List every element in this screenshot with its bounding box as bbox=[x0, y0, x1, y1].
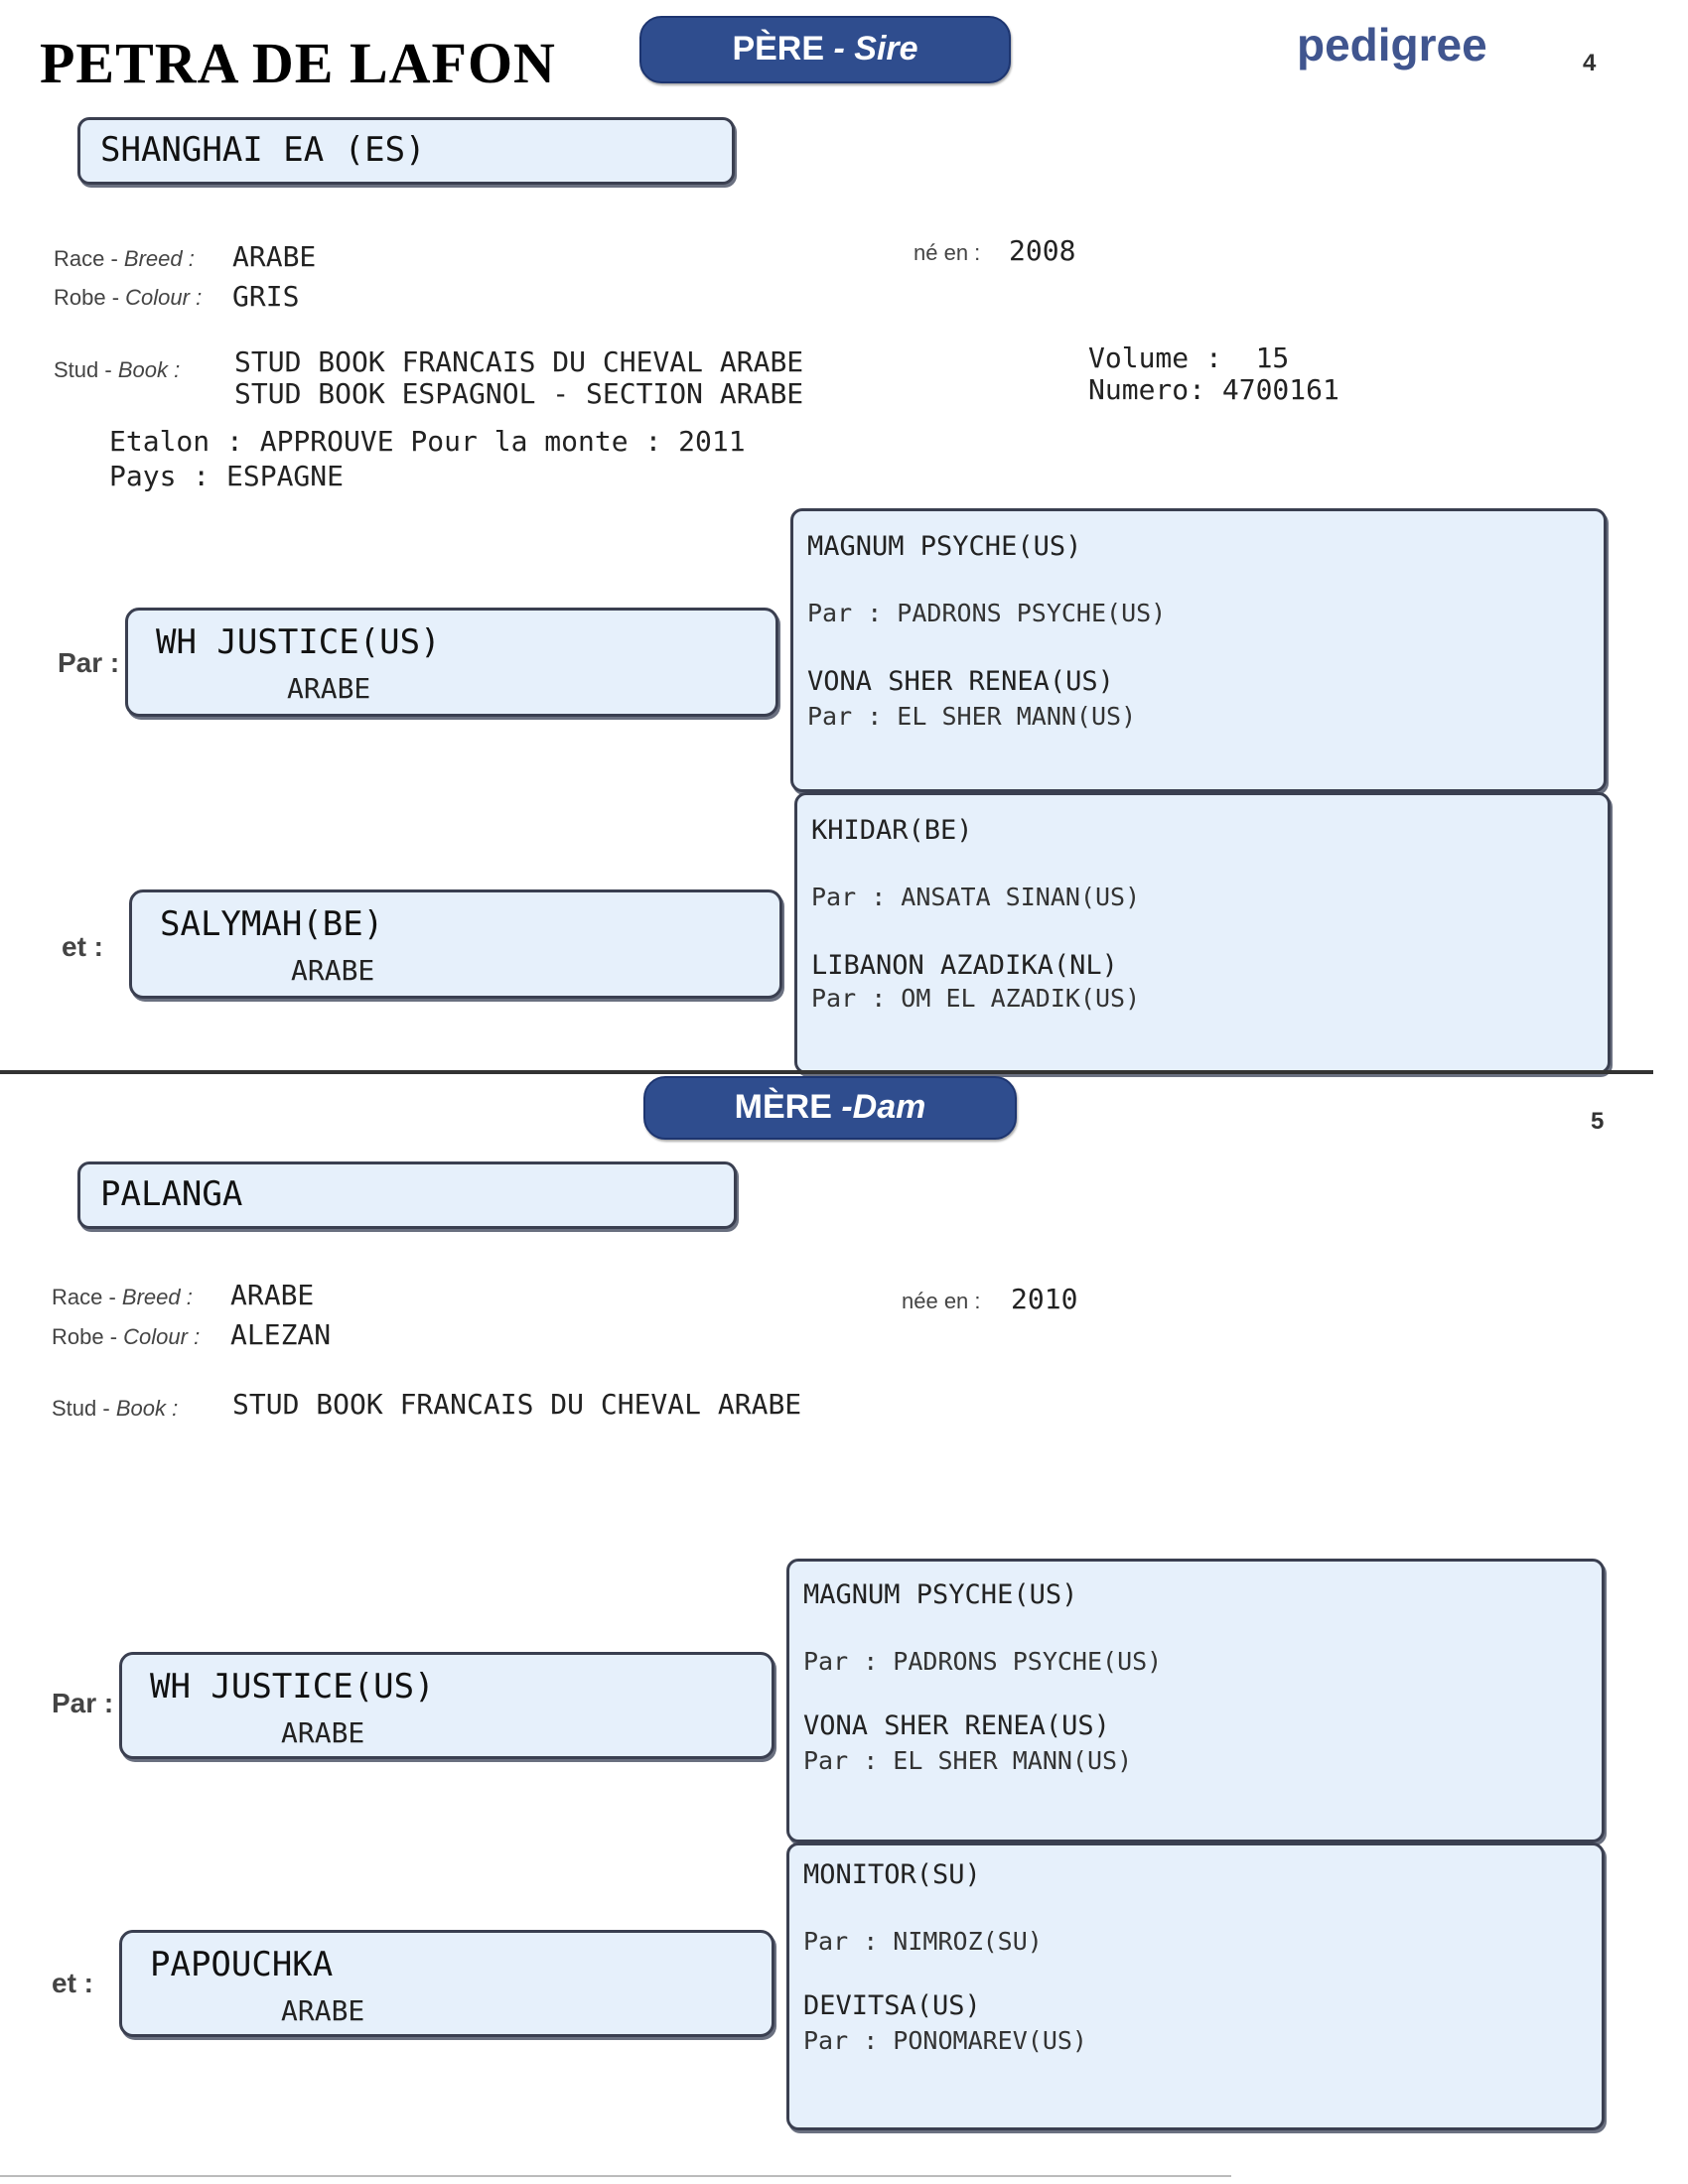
gp-sire-name: MAGNUM PSYCHE(US) bbox=[807, 531, 1082, 562]
section-pill-dam bbox=[643, 1076, 1017, 1140]
section-pill-label: PÈRE bbox=[732, 30, 825, 68]
sire-stud-line2: STUD BOOK ESPAGNOL - SECTION ARABE bbox=[234, 377, 804, 410]
dam-father-grandparents-box bbox=[786, 1559, 1605, 1843]
gp-sire-name: MONITOR(SU) bbox=[803, 1859, 981, 1890]
sire-breed: ARABE bbox=[232, 240, 317, 273]
pedigree-heading: pedigree bbox=[1297, 19, 1487, 70]
dam-breed-label: Race - Breed : bbox=[52, 1285, 193, 1309]
sire-stud-label: Stud - Book : bbox=[54, 357, 181, 382]
dam-stud-line1: STUD BOOK FRANCAIS DU CHEVAL ARABE bbox=[232, 1388, 802, 1421]
page-divider bbox=[0, 1070, 1653, 1074]
sire-numero: Numero: 4700161 bbox=[1088, 373, 1339, 406]
dam-breed: ARABE bbox=[230, 1279, 315, 1311]
sire-mother-breed: ARABE bbox=[291, 954, 375, 987]
sire-father-name: WH JUSTICE(US) bbox=[156, 622, 441, 662]
dam-father-breed: ARABE bbox=[281, 1716, 365, 1749]
sire-name: SHANGHAI EA (ES) bbox=[100, 130, 426, 170]
dam-mother-breed: ARABE bbox=[281, 1994, 365, 2027]
dam-par-label: Par : bbox=[52, 1688, 114, 1718]
section-pill-label: MÈRE bbox=[734, 1088, 832, 1126]
page-number: 4 bbox=[1583, 50, 1597, 76]
sire-etalon: Etalon : APPROUVE Pour la monte : 2011 bbox=[109, 425, 746, 458]
gp-sire-name: KHIDAR(BE) bbox=[811, 815, 973, 846]
gp-dam-par: Par : OM EL AZADIK(US) bbox=[811, 984, 1141, 1013]
dam-mother-box bbox=[119, 1930, 774, 2037]
sire-colour: GRIS bbox=[232, 280, 300, 313]
bottom-scan-edge bbox=[0, 2175, 1231, 2177]
sire-volume: Volume : 15 bbox=[1088, 341, 1290, 374]
dam-colour-label: Robe - Colour : bbox=[52, 1324, 201, 1349]
gp-dam-name: DEVITSA(US) bbox=[803, 1990, 981, 2021]
dam-born-label: née en : bbox=[902, 1289, 981, 1313]
dam-mother-grandparents-box bbox=[786, 1843, 1605, 2130]
sire-name-box bbox=[77, 117, 735, 185]
sire-father-box bbox=[125, 608, 778, 717]
gp-dam-par: Par : EL SHER MANN(US) bbox=[807, 702, 1137, 731]
sire-par-label: Par : bbox=[58, 647, 120, 678]
dam-born: 2010 bbox=[1011, 1283, 1078, 1315]
dam-name: PALANGA bbox=[100, 1174, 243, 1214]
dam-mother-name: PAPOUCHKA bbox=[150, 1945, 334, 1984]
sire-breed-label: Race - Breed : bbox=[54, 246, 195, 271]
sire-et-label: et : bbox=[62, 931, 103, 962]
sire-colour-label: Robe - Colour : bbox=[54, 285, 203, 310]
sire-father-grandparents-box bbox=[790, 508, 1607, 792]
gp-dam-name: LIBANON AZADIKA(NL) bbox=[811, 950, 1118, 981]
gp-sire-par: Par : NIMROZ(SU) bbox=[803, 1927, 1043, 1956]
gp-sire-par: Par : PADRONS PSYCHE(US) bbox=[803, 1647, 1163, 1676]
dam-stud-label: Stud - Book : bbox=[52, 1396, 179, 1421]
dam-father-box bbox=[119, 1652, 774, 1759]
section-pill-sire bbox=[639, 16, 1011, 83]
gp-dam-par: Par : PONOMAREV(US) bbox=[803, 2026, 1087, 2055]
sire-father-breed: ARABE bbox=[287, 672, 371, 705]
sire-mother-name: SALYMAH(BE) bbox=[160, 904, 384, 944]
sire-born-label: né en : bbox=[914, 240, 981, 265]
gp-sire-name: MAGNUM PSYCHE(US) bbox=[803, 1579, 1078, 1610]
sire-mother-grandparents-box bbox=[794, 792, 1611, 1074]
dam-father-name: WH JUSTICE(US) bbox=[150, 1667, 435, 1706]
gp-dam-par: Par : EL SHER MANN(US) bbox=[803, 1746, 1133, 1775]
gp-dam-name: VONA SHER RENEA(US) bbox=[807, 666, 1114, 697]
gp-dam-name: VONA SHER RENEA(US) bbox=[803, 1710, 1110, 1741]
dam-colour: ALEZAN bbox=[230, 1318, 332, 1351]
sire-stud-line1: STUD BOOK FRANCAIS DU CHEVAL ARABE bbox=[234, 345, 804, 378]
dam-et-label: et : bbox=[52, 1968, 93, 1998]
page-number: 5 bbox=[1591, 1108, 1605, 1135]
sire-pays: Pays : ESPAGNE bbox=[109, 460, 345, 492]
sire-born: 2008 bbox=[1009, 234, 1076, 267]
section-pill-sub: - Sire bbox=[833, 30, 918, 68]
dam-name-box bbox=[77, 1161, 737, 1229]
horse-title: PETRA DE LAFON bbox=[40, 31, 556, 95]
gp-sire-par: Par : PADRONS PSYCHE(US) bbox=[807, 599, 1167, 627]
sire-mother-box bbox=[129, 889, 782, 999]
gp-sire-par: Par : ANSATA SINAN(US) bbox=[811, 883, 1141, 911]
section-pill-sub: -Dam bbox=[841, 1088, 926, 1126]
